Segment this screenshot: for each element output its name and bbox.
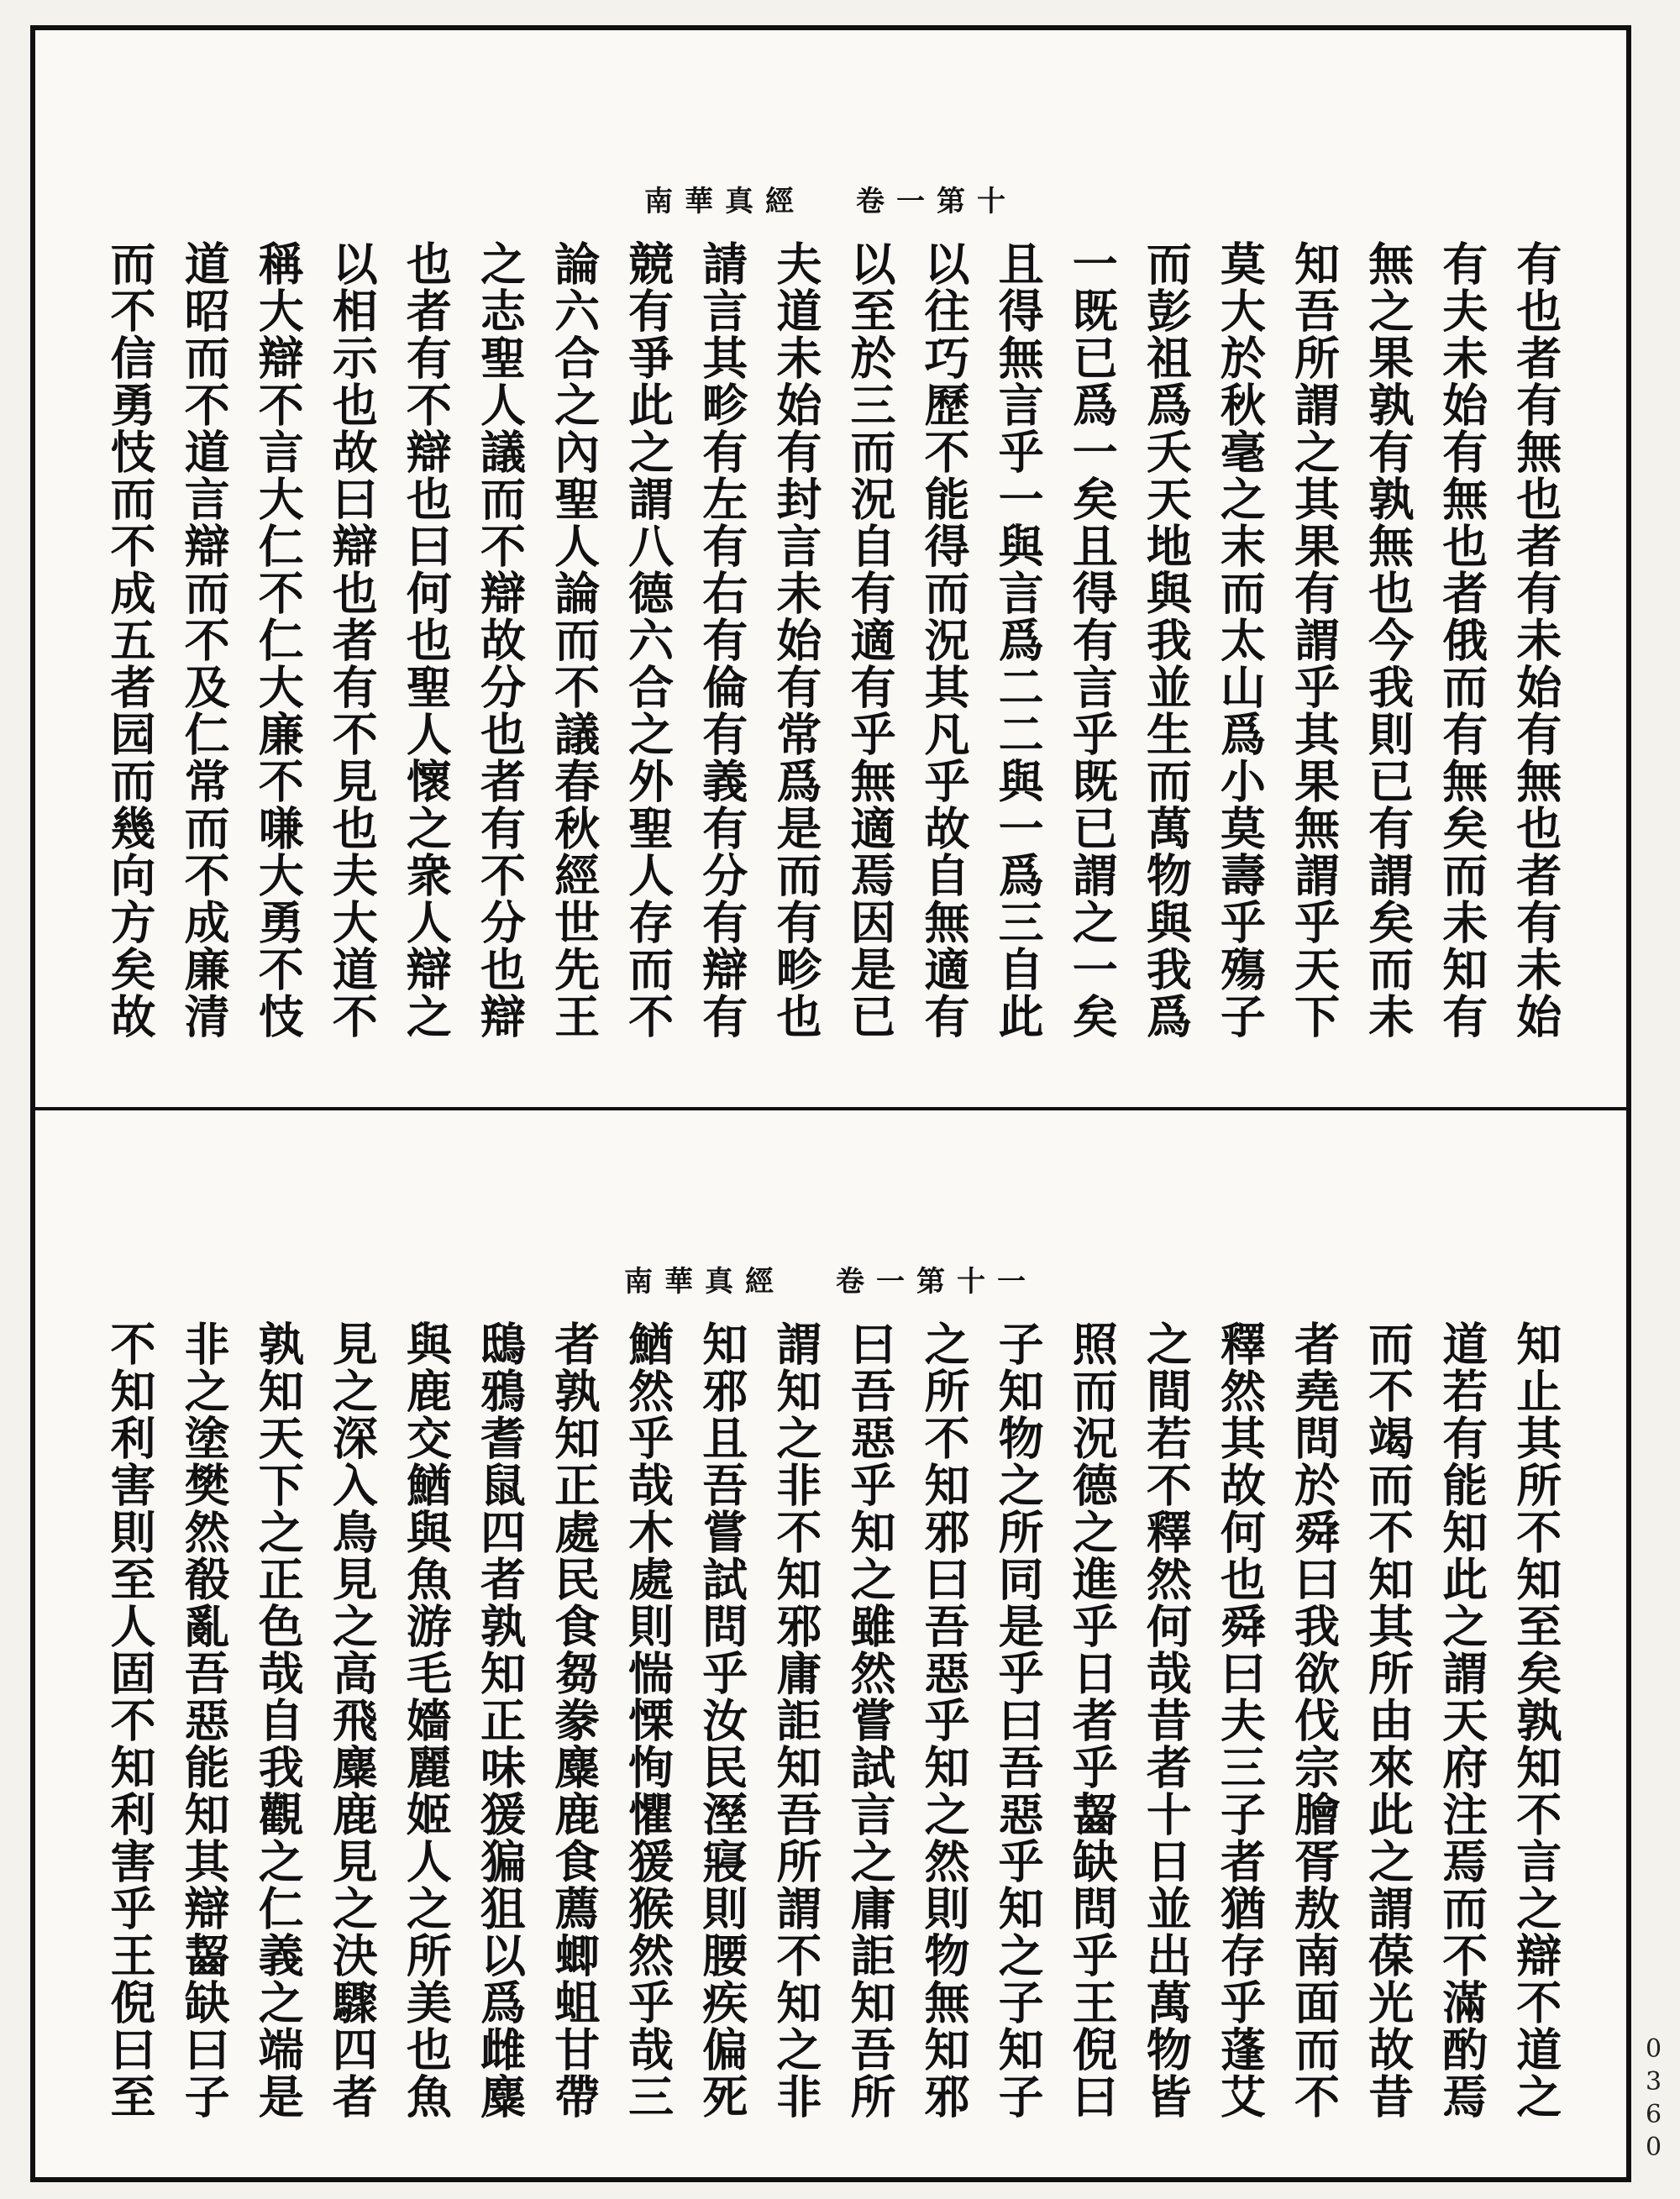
top-panel bbox=[35, 30, 1626, 1107]
text-column: 稱大辯不言大仁不仁大廉不嗛大勇不忮 bbox=[251, 240, 306, 1040]
text-column: 而不信勇忮而不成五者园而幾向方矣故 bbox=[103, 240, 157, 1040]
text-column: 者堯問於舜曰我欲伐宗膾胥敖南面而不 bbox=[1287, 1320, 1341, 2120]
text-column: 莫大於秋毫之末而太山爲小莫壽乎殤子 bbox=[1213, 240, 1268, 1040]
text-column: 競有爭此之謂八德六合之外聖人存而不 bbox=[621, 240, 675, 1040]
text-column: 論六合之內聖人論而不議春秋經世先王 bbox=[547, 240, 601, 1040]
text-column: 鰌然乎哉木處則惴慄恂懼猨猴然乎哉三 bbox=[621, 1320, 675, 2120]
text-column: 也者有不辯也曰何也聖人懷之衆人辯之 bbox=[399, 240, 454, 1040]
text-column: 非之塗樊然殽亂吾惡能知其辯齧缺曰子 bbox=[177, 1320, 232, 2120]
text-column: 請言其畛有左有右有倫有義有分有辯有 bbox=[695, 240, 749, 1040]
text-column: 子知物之所同是乎曰吾惡乎知之子知子 bbox=[991, 1320, 1046, 2120]
text-column: 謂知之非不知邪庸詎知吾所謂不知之非 bbox=[769, 1320, 823, 2120]
bottom-header-title: 南華真經 bbox=[624, 1265, 785, 1299]
book-page bbox=[30, 25, 1631, 2182]
text-column: 而彭祖爲夭天地與我並生而萬物與我爲 bbox=[1139, 240, 1194, 1040]
text-column: 有夫未始有無也者俄而有無矣而未知有 bbox=[1435, 240, 1489, 1040]
text-column: 道昭而不道言辯而不及仁常而不成廉清 bbox=[177, 240, 232, 1040]
bottom-running-header bbox=[35, 1258, 1626, 1299]
bottom-text-columns bbox=[94, 1320, 1572, 2152]
text-column: 道若有能知此之謂天府注焉而不滿酌焉 bbox=[1435, 1320, 1489, 2120]
bottom-panel bbox=[35, 1110, 1626, 2177]
text-column: 鴟鴉耆鼠四者孰知正味猨猵狙以爲雌麋 bbox=[473, 1320, 528, 2120]
text-column: 夫道未始有封言未始有常爲是而有畛也 bbox=[769, 240, 823, 1040]
text-column: 之所不知邪曰吾惡乎知之然則物無知邪 bbox=[917, 1320, 972, 2120]
text-column: 知吾所謂之其果有謂乎其果無謂乎天下 bbox=[1287, 240, 1341, 1040]
text-column: 有也者有無也者有未始有無也者有未始 bbox=[1509, 240, 1563, 1040]
text-column: 與鹿交鰌與魚游毛嬙麗姬人之所美也魚 bbox=[399, 1320, 454, 2120]
text-column: 之志聖人議而不辯故分也者有不分也辯 bbox=[473, 240, 528, 1040]
text-column: 者孰知正處民食芻豢麋鹿食薦蝍蛆甘帶 bbox=[547, 1320, 601, 2120]
top-running-header bbox=[35, 178, 1626, 219]
text-column: 以相示也故曰辯也者有不見也夫大道不 bbox=[325, 240, 380, 1040]
text-column: 無之果孰有孰無也今我則已有謂矣而未 bbox=[1361, 240, 1415, 1040]
text-column: 且得無言乎一與言爲二二與一爲三自此 bbox=[991, 240, 1046, 1040]
text-column: 以至於三而況自有適有乎無適焉因是已 bbox=[843, 240, 897, 1040]
bottom-header-volume: 卷一第十一 bbox=[836, 1265, 1037, 1299]
top-header-volume: 卷一第十 bbox=[856, 185, 1017, 218]
top-text-columns bbox=[94, 240, 1572, 1072]
page-number: 0360 bbox=[1639, 2034, 1668, 2165]
text-column: 之間若不釋然何哉昔者十日並出萬物皆 bbox=[1139, 1320, 1194, 2120]
text-column: 知邪且吾嘗試問乎汝民溼寢則腰疾偏死 bbox=[695, 1320, 749, 2120]
text-column: 以往巧歷不能得而況其凡乎故自無適有 bbox=[917, 240, 972, 1040]
text-column: 釋然其故何也舜曰夫三子者猶存乎蓬艾 bbox=[1213, 1320, 1268, 2120]
text-column: 孰知天下之正色哉自我觀之仁義之端是 bbox=[251, 1320, 306, 2120]
text-column: 一既已爲一矣且得有言乎既已謂之一矣 bbox=[1065, 240, 1120, 1040]
top-header-title: 南華真經 bbox=[644, 185, 806, 218]
text-column: 知止其所不知至矣孰知不言之辯不道之 bbox=[1509, 1320, 1563, 2120]
text-column: 見之深入鳥見之高飛麋鹿見之決驟四者 bbox=[325, 1320, 380, 2120]
text-column: 曰吾惡乎知之雖然嘗試言之庸詎知吾所 bbox=[843, 1320, 897, 2120]
text-column: 而不竭而不知其所由來此之謂葆光故昔 bbox=[1361, 1320, 1415, 2120]
text-column: 不知利害則至人固不知利害乎王倪曰至 bbox=[103, 1320, 157, 2120]
text-column: 照而況德之進乎日者乎齧缺問乎王倪曰 bbox=[1065, 1320, 1120, 2120]
